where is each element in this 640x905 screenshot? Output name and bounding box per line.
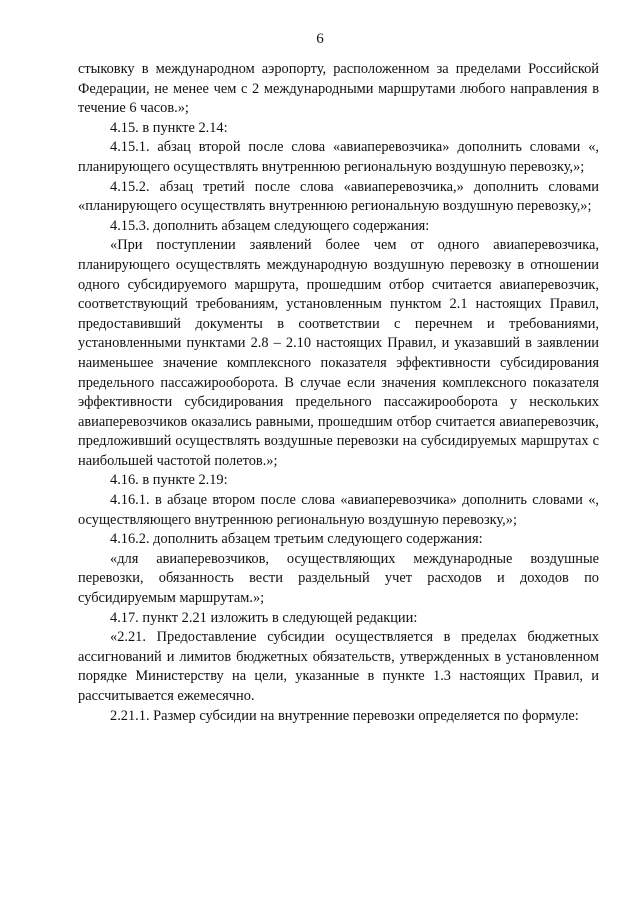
paragraph: 4.16.1. в абзаце втором после слова «авиаперевозчика» дополнить словами «, осуществляющего внутреннюю региональную воздушную перевозку,»; (78, 492, 599, 528)
paragraph: 4.15.3. дополнить абзацем следующего содержания: (110, 217, 430, 234)
document-body (78, 60, 599, 726)
paragraph: «2.21. Предоставление субсидии осуществляется в пределах бюджетных ассигнований и лимитов бюджетных обязательств, утвержденных в установленном порядке Министерству на цели, указанные в пункте 1.3 настоящих Правил, и рассчитывается ежемесячно. (78, 629, 599, 704)
paragraph: «для авиаперевозчиков, осуществляющих международные воздушные перевозки, обязанность вести раздельный учет расходов и доходов по субсидируемым маршрутам.»; (78, 550, 599, 607)
paragraph: 2.21.1. Размер субсидии на внутренние перевозки определяется по формуле: (110, 707, 579, 724)
paragraph: «При поступлении заявлений более чем от одного авиаперевозчика, планирующего осуществлять международную воздушную перевозку в отношении одного субсидируемого маршрута, прошедшим отбор считается авиаперевозчик, соответствующий требованиям, установленным пунктом 2.1 настоящих Правил, предоставивший документы в соответствии с перечнем и требованиями, установленными пунктами 2.8 – 2.10 настоящих Правил, и указавший в заявлении наименьшее значение комплексного показателя эффективности субсидирования предельного пассажирооборота. В случае если значения комплексного показателя эффективности субсидирования предельного пассажирооборота у нескольких авиаперевозчиков оказались равными, прошедшим отбор считается авиаперевозчик, предложивший осуществлять воздушные перевозки на субсидируемых маршрутах с наибольшей частотой полетов.»; (78, 237, 599, 469)
paragraph: 4.16. в пункте 2.19: (110, 472, 228, 489)
paragraph: стыковку в международном аэропорту, расположенном за пределами Российской Федерации, не менее чем с 2 международными маршрутами любого направления в течение 6 часов.»; (78, 61, 599, 117)
paragraph: 4.17. пункт 2.21 изложить в следующей редакции: (110, 609, 418, 626)
paragraph: 4.15. в пункте 2.14: (110, 119, 228, 136)
paragraph: 4.15.2. абзац третий после слова «авиаперевозчика,» дополнить словами «планирующего осуществлять внутреннюю региональную воздушную перевозку,»; (78, 178, 599, 215)
paragraph: 4.16.2. дополнить абзацем третьим следующего содержания: (110, 531, 483, 548)
page-number: 6 (316, 31, 324, 47)
paragraph: 4.15.1. абзац второй после слова «авиаперевозчика» дополнить словами «, планирующего осуществлять внутреннюю региональную воздушную перевозку,»; (78, 139, 599, 175)
